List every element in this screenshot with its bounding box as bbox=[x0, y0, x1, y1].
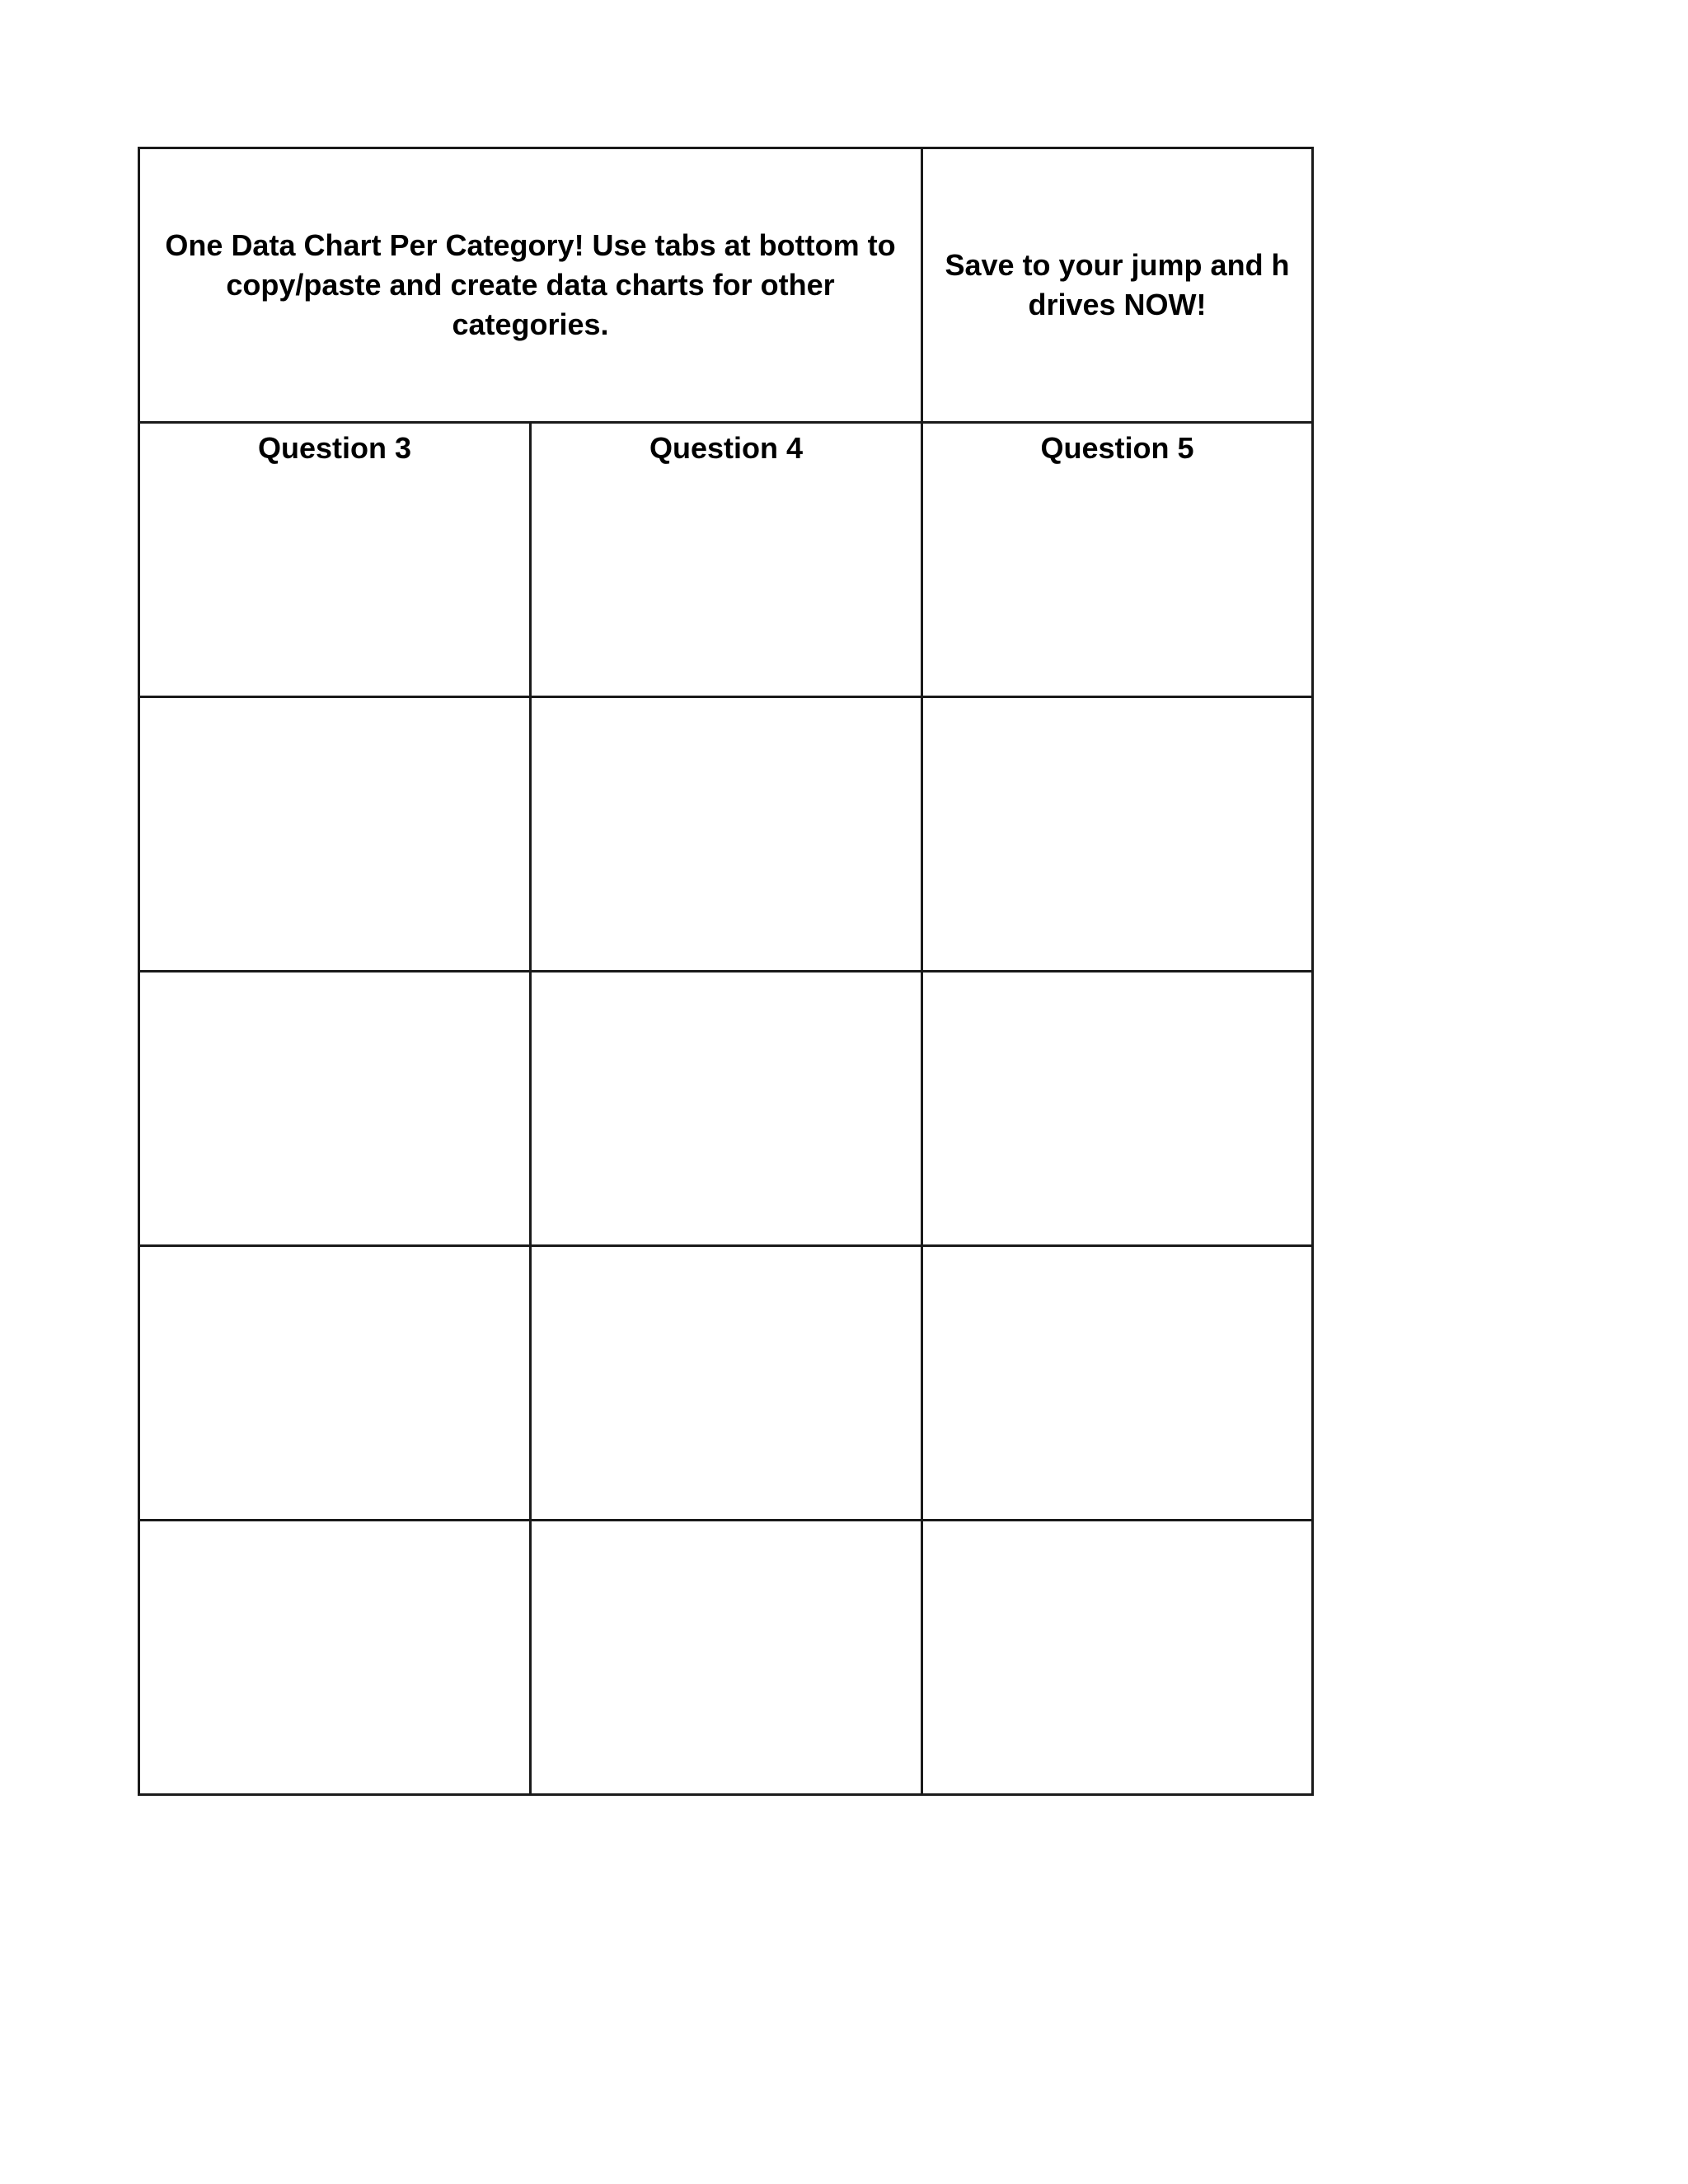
banner-row bbox=[139, 148, 1313, 423]
answer-row-1 bbox=[139, 697, 1313, 972]
question-4-header[interactable]: Question 4 bbox=[531, 423, 922, 697]
answer-cell[interactable] bbox=[139, 972, 531, 1246]
answer-row-3 bbox=[139, 1246, 1313, 1521]
data-chart-table bbox=[138, 147, 1314, 1796]
answer-cell[interactable] bbox=[922, 697, 1313, 972]
instructions-text: One Data Chart Per Category! Use tabs at bottom to copy/paste and create data charts for other categories. bbox=[165, 228, 896, 341]
question-5-header[interactable]: Question 5 bbox=[922, 423, 1313, 697]
question-3-header[interactable]: Question 3 bbox=[139, 423, 531, 697]
question-header-row bbox=[139, 423, 1313, 697]
answer-cell[interactable] bbox=[922, 1521, 1313, 1795]
answer-cell[interactable] bbox=[922, 972, 1313, 1246]
save-reminder-text: Save to your jump and h drives NOW! bbox=[945, 248, 1290, 321]
answer-cell[interactable] bbox=[531, 1246, 922, 1521]
answer-cell[interactable] bbox=[922, 1246, 1313, 1521]
instructions-cell bbox=[139, 148, 922, 423]
answer-cell[interactable] bbox=[531, 972, 922, 1246]
answer-cell[interactable] bbox=[139, 1521, 531, 1795]
answer-row-4 bbox=[139, 1521, 1313, 1795]
answer-row-2 bbox=[139, 972, 1313, 1246]
answer-cell[interactable] bbox=[531, 697, 922, 972]
answer-cell[interactable] bbox=[531, 1521, 922, 1795]
save-reminder-cell bbox=[922, 148, 1313, 423]
answer-cell[interactable] bbox=[139, 1246, 531, 1521]
answer-cell[interactable] bbox=[139, 697, 531, 972]
